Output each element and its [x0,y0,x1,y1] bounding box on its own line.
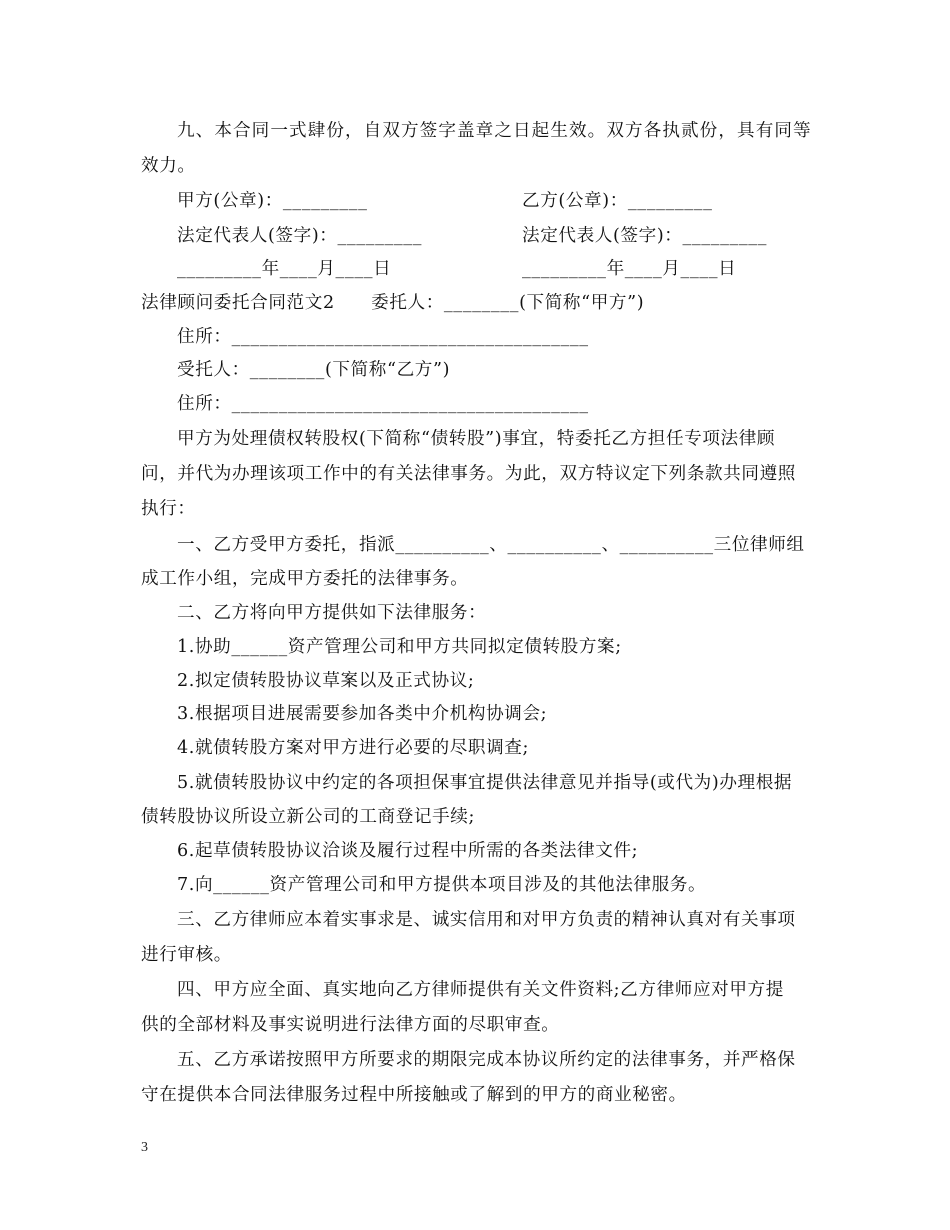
section-title-and-client: 法律顾问委托合同范文2 委托人：________(下简称“甲方”) [141,293,645,313]
service-item-5-line-1: 5.就债转股协议中约定的各项担保事宜提供法律意见并指导(或代为)办理根据 [177,773,793,793]
clause-5-line-2: 守在提供本合同法律服务过程中所接触或了解到的甲方的商业秘密。 [141,1085,687,1105]
clause-4-line-1: 四、甲方应全面、真实地向乙方律师提供有关文件资料;乙方律师应对甲方提 [177,980,784,1000]
clause-3-line-1: 三、乙方律师应本着实事求是、诚实信用和对甲方负责的精神认真对有关事项 [177,910,796,930]
party-a-representative: 法定代表人(签字)：_________ [177,226,423,246]
party-b-date: _________年____月____日 [522,259,737,279]
party-a-seal: 甲方(公章)：_________ [177,191,368,211]
clause-9-line-1: 九、本合同一式肆份，自双方签字盖章之日起生效。双方各执贰份，具有同等 [177,121,812,141]
preamble-line-1: 甲方为处理债权转股权(下简称“债转股”)事宜，特委托乙方担任专项法律顾 [177,429,776,449]
preamble-line-2: 问，并代为办理该项工作中的有关法律事务。为此，双方特议定下列条款共同遵照 [141,464,796,484]
client-address: 住所：______________________________________ [177,327,589,347]
clause-5-line-1: 五、乙方承诺按照甲方所要求的期限完成本协议所约定的法律事务，并严格保 [177,1050,796,1070]
service-item-4: 4.就债转股方案对甲方进行必要的尽职调查; [177,738,530,758]
trustee: 受托人：________(下简称“乙方”) [177,360,451,380]
party-a-date: _________年____月____日 [177,259,392,279]
service-item-1: 1.协助______资产管理公司和甲方共同拟定债转股方案; [177,637,622,657]
service-item-2: 2.拟定债转股协议草案以及正式协议; [177,671,475,691]
page-number: 3 [141,1140,148,1155]
clause-3-line-2: 进行审核。 [141,945,232,965]
clause-9-line-2: 效力。 [141,156,196,176]
service-item-6: 6.起草债转股协议洽谈及履行过程中所需的各类法律文件; [177,841,639,861]
trustee-address: 住所：______________________________________ [177,394,589,414]
service-item-5-line-2: 债转股协议所设立新公司的工商登记手续; [141,807,476,827]
clause-4-line-2: 供的全部材料及事实说明进行法律方面的尽职审查。 [141,1015,560,1035]
clause-2-heading: 二、乙方将向甲方提供如下法律服务： [177,603,487,623]
service-item-7: 7.向______资产管理公司和甲方提供本项目涉及的其他法律服务。 [177,875,707,895]
party-b-representative: 法定代表人(签字)：_________ [522,226,768,246]
service-item-3: 3.根据项目进展需要参加各类中介机构协调会; [177,704,548,724]
party-b-seal: 乙方(公章)：_________ [522,191,713,211]
clause-1-line-1: 一、乙方受甲方委托，指派__________、__________、__________三位律师组 [177,535,805,555]
clause-1-line-2: 成工作小组，完成甲方委托的法律事务。 [141,569,469,589]
preamble-line-3: 执行： [141,499,196,519]
